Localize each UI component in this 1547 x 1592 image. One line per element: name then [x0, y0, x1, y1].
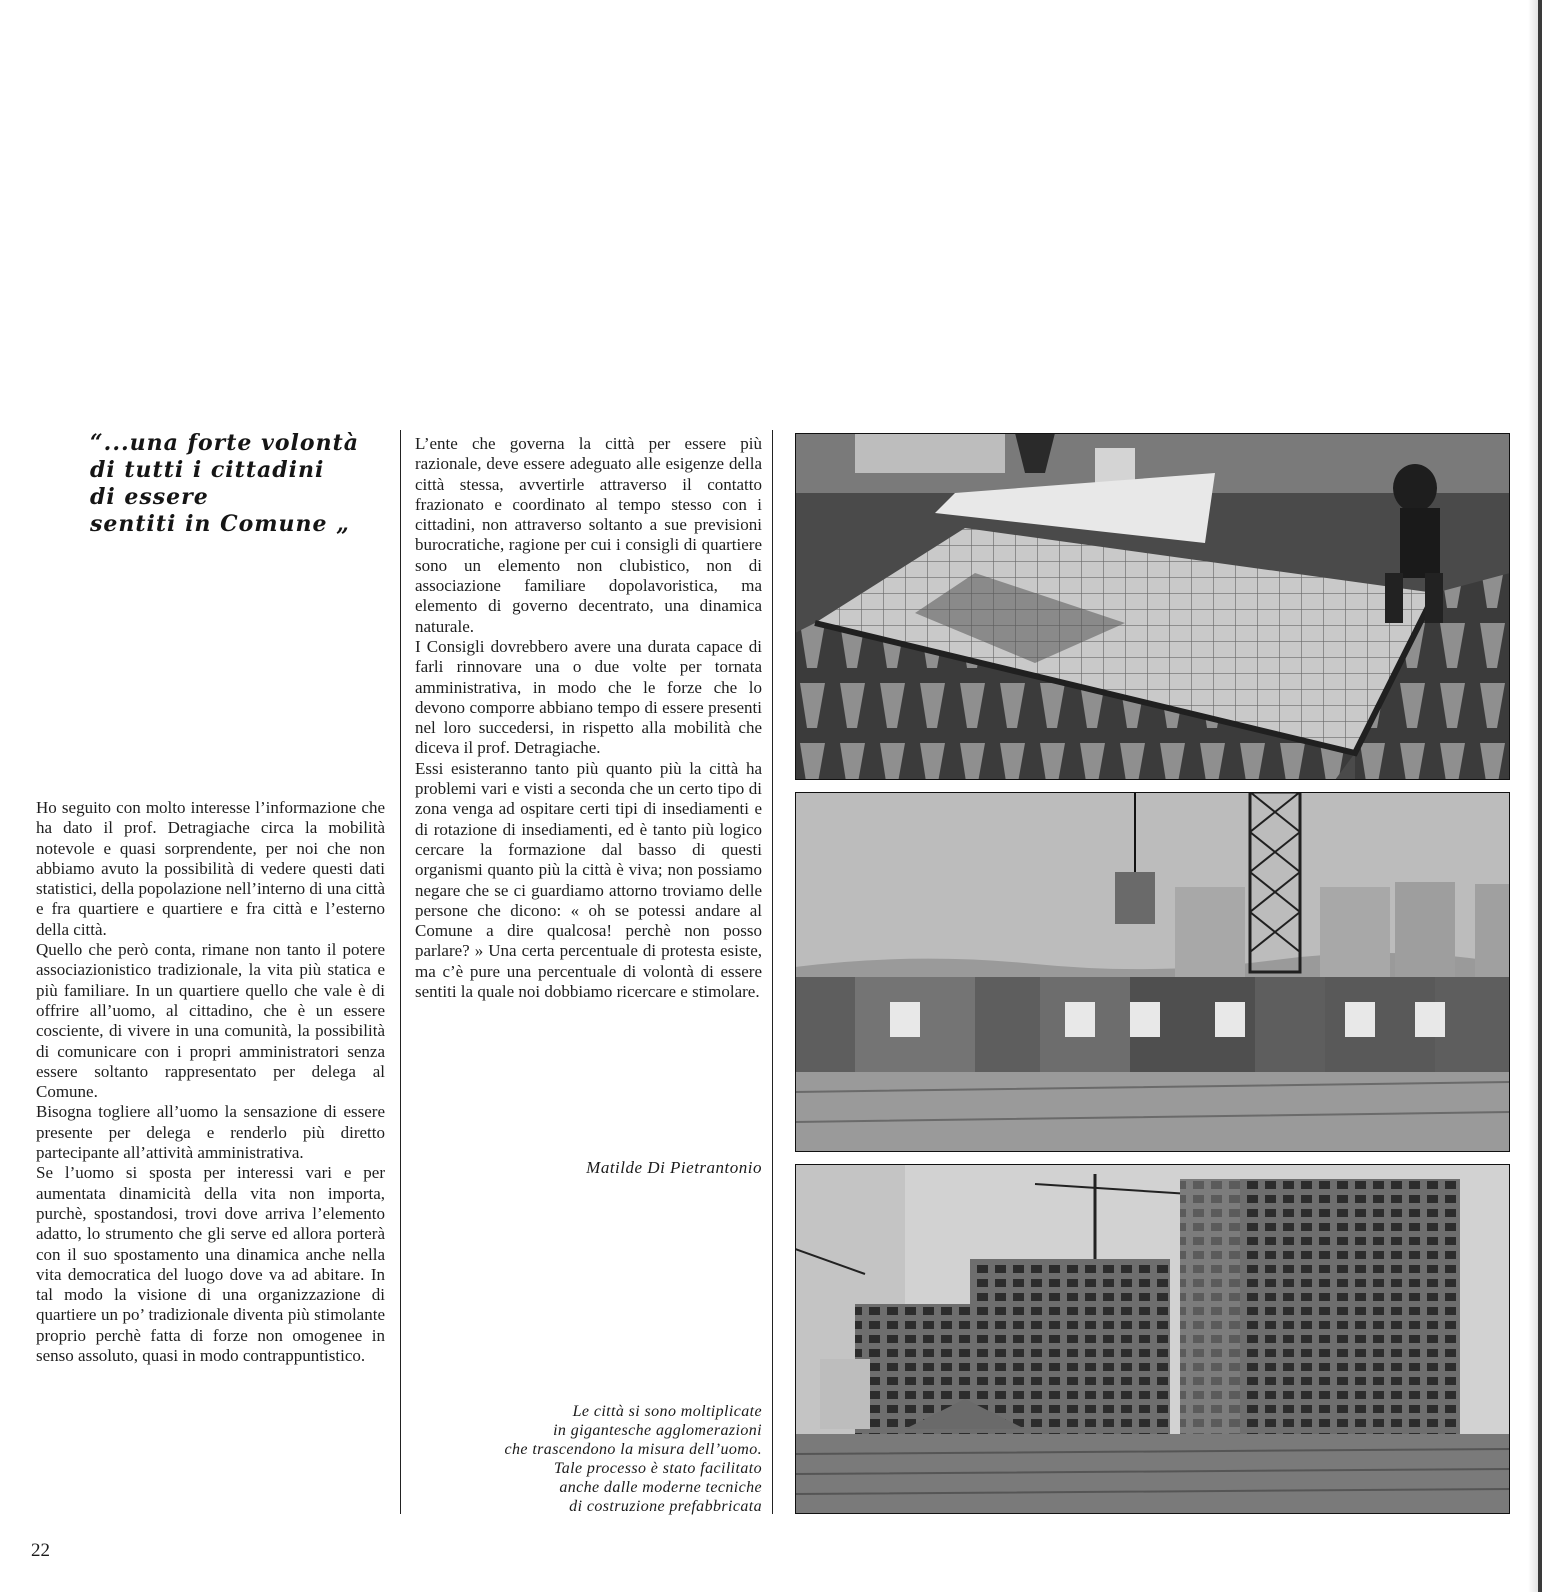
- pull-quote-line: sentiti in Comune „: [90, 511, 350, 537]
- paragraph: I Consigli dovrebbero avere una durata capace di farli rinnovare una o due volte per tornata amministrativa, in modo che le forze che lo devono comporre abbiano tempo di essere presenti nel loro succedersi, in rispetto alla mobilità che diceva il prof. Detragiache.: [415, 636, 762, 758]
- photo-apartment-blocks: [795, 1164, 1510, 1514]
- pull-quote-line: di tutti i cittadini: [90, 457, 325, 483]
- caption-line: che trascendono la misura dell’uomo.: [504, 1441, 762, 1458]
- caption-line: in gigantesche agglomerazioni: [553, 1422, 762, 1439]
- photo-panel-mould: [795, 433, 1510, 780]
- caption-line: anche dalle moderne tecniche: [559, 1479, 762, 1496]
- page-edge: [1538, 0, 1542, 1592]
- pull-quote: [90, 430, 390, 538]
- column-divider: [772, 430, 773, 1514]
- paragraph: Bisogna togliere all’uomo la sensazione di essere presente per delega e renderlo più diretto partecipante all’attività amministrativa.: [36, 1102, 385, 1163]
- page-number: 22: [31, 1540, 50, 1561]
- left-text-column: [36, 798, 385, 1366]
- paragraph: Essi esisteranno tanto più quanto più la città ha problemi vari e visti a seconda che un certo tipo di zona venga ad ospitare certi tipi di insediamenti e di rotazione di insediamenti, ed è tanto più logico cercare la formazione dal basso di questi organismi quanto più la città è viva; non possiamo negare che se ci guardiamo attorno troviamo delle persone che dicono: « oh se potessi andare al Comune a dire qualcosa! perchè non posso parlare? » Una certa percentuale di protesta esiste, ma c’è pure una percentuale di volontà di essere sentiti la quale noi dobbiamo ricercare e stimolare.: [415, 758, 762, 1002]
- paragraph: Se l’uomo si sposta per interessi vari e per aumentata dinamicità della vita non importa, purchè, spostandosi, trovi dove arriva l’elemento adatto, lo strumento che gli serve ed allora porterà con il suo spostamento una dinamica anche nella vita democratica del luogo dove va ad abitare. In tal modo la visione di una organizzazione di quartiere un po’ tradizionale diventa più stimolante proprio perchè fatta di forze non omogenee in senso assoluto, quasi in modo contrappuntistico.: [36, 1163, 385, 1366]
- caption-line: Le città si sono moltiplicate: [572, 1403, 762, 1420]
- photo-prefab-houses: [795, 792, 1510, 1152]
- pull-quote-line: “...una forte volontà: [90, 430, 359, 456]
- author-signature: Matilde Di Pietrantonio: [586, 1158, 762, 1177]
- pull-quote-line: di essere: [90, 484, 209, 510]
- middle-text-column: [415, 434, 762, 1002]
- caption-line: Tale processo è stato facilitato: [553, 1460, 762, 1477]
- photo-caption: [430, 1402, 762, 1516]
- page-edge-shadow: [1528, 0, 1538, 1592]
- caption-line: di costruzione prefabbricata: [569, 1498, 762, 1515]
- column-divider: [400, 430, 401, 1514]
- paragraph: L’ente che governa la città per essere più razionale, deve essere adeguato alle esigenze della città stessa, avvertirle attraverso il contatto frazionato e coordinato al tempo stesso con i cittadini, non attraverso soltanto a sue previsioni burocratiche, ragione per cui i consigli di quartiere sono un elemento non clubistico, non di associazione familiare dopolavoristica, ma elemento di governo decentrato, una dinamica naturale.: [415, 434, 762, 636]
- paragraph: Quello che però conta, rimane non tanto il potere associazionistico tradizionale, la vita più statica e più familiare. In un quartiere quello che vale è di offrire all’uomo, al cittadino, che è un essere cosciente, di vivere in una comunità, la possibilità di comunicare con i propri amministratori senza essere soltanto rappresentato per delega al Comune.: [36, 940, 385, 1102]
- paragraph: Ho seguito con molto interesse l’informazione che ha dato il prof. Detragiache circa la mobilità notevole e quasi sorprendente, per noi che non abbiamo avuto la possibilità di vedere questi dati statistici, della popolazione nell’interno di una città e fra quartiere e quartiere e fra città e l’esterno della città.: [36, 798, 385, 939]
